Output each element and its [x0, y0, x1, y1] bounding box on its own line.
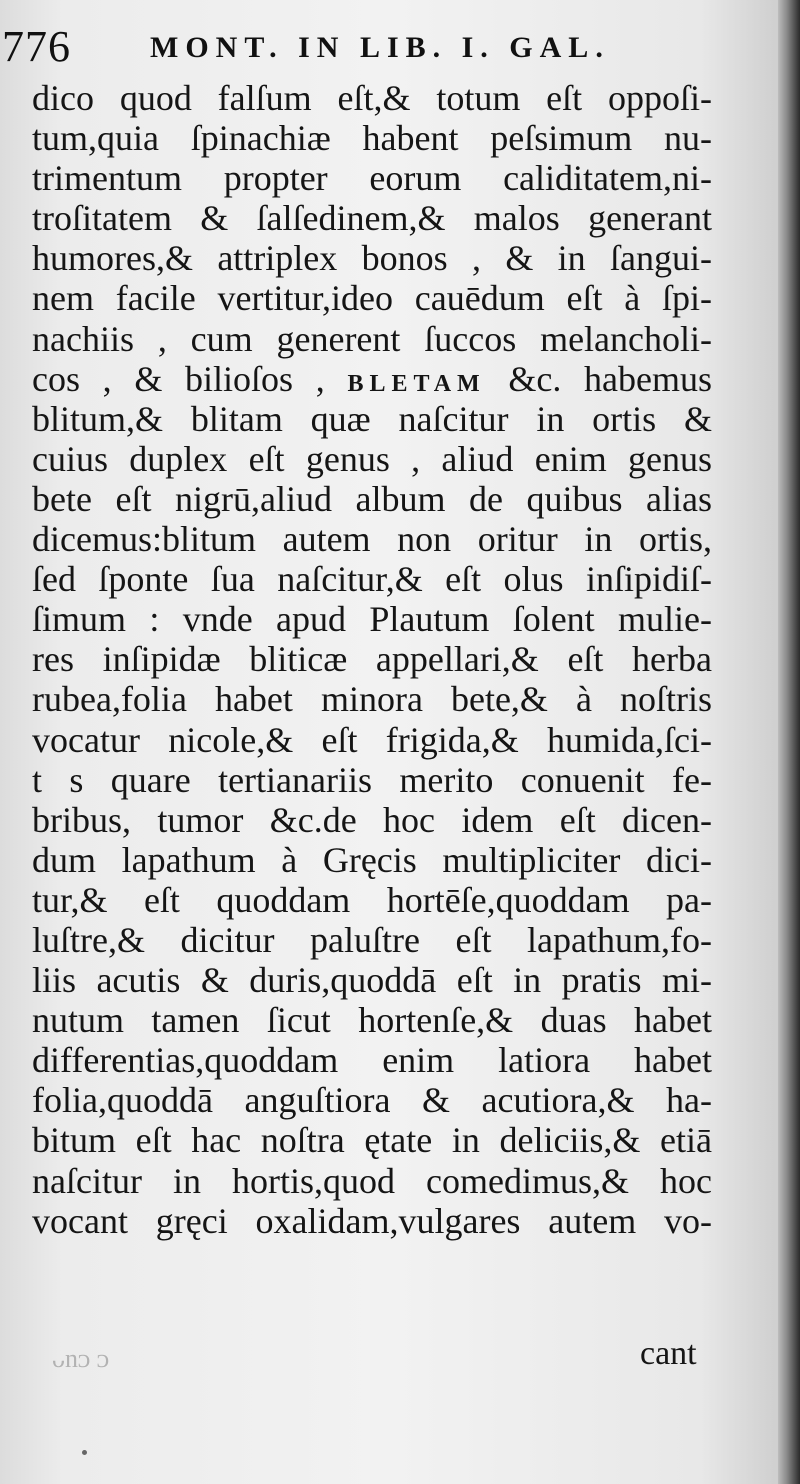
running-title: MONT. IN LIB. I. GAL.	[150, 31, 610, 64]
text-line: dicemus:blitum autem non oritur in ortis,	[32, 519, 712, 560]
text-line: ſed ſponte ſua naſcitur,& eſt olus inſipidiſ-	[32, 559, 712, 600]
text-line: naſcitur in hortis,quod comedimus,& hoc	[32, 1160, 712, 1201]
text-line: differentias,quoddam enim latiora habet	[32, 1040, 712, 1081]
text-segment: &c. habemus	[485, 358, 712, 399]
text-line: nachiis , cum generent ſuccos melancholi-	[32, 318, 712, 359]
text-line: dico quod falſum eſt,& totum eſt oppoſi-	[32, 78, 712, 118]
text-line: bete eſt nigrū,aliud album de quibus alias	[32, 478, 712, 519]
text-line: tum,quia ſpinachiæ habent peſsimum nu-	[32, 118, 712, 159]
text-line: cuius duplex eſt genus , aliud enim genus	[32, 438, 712, 479]
text-segment: cos , & bilioſos ,	[32, 358, 348, 399]
text-block	[32, 78, 712, 1241]
page-number: 776	[2, 22, 71, 71]
text-line: humores,& attriplex bonos , & in ſangui-	[32, 238, 712, 279]
text-line: vocatur nicole,& eſt frigida,& humida,ſci-	[32, 719, 712, 760]
text-line: luſtre,& dicitur paluſtre eſt lapathum,fo-	[32, 919, 712, 960]
text-line: ſimum : vnde apud Plautum ſolent mulie-	[32, 599, 712, 640]
catchword: cant	[640, 1335, 697, 1372]
page-edge-shadow	[778, 0, 800, 1484]
ink-speck	[82, 1450, 87, 1455]
text-line: trimentum propter eorum caliditatem,ni-	[32, 158, 712, 199]
text-line: blitum,& blitam quæ naſcitur in ortis &	[32, 398, 712, 439]
text-line: liis acutis & duris,quoddā eſt in pratis mi-	[32, 960, 712, 1001]
text-line: t s quare tertianariis merito conuenit fe-	[32, 759, 712, 800]
text-line: dum lapathum à Gręcis multipliciter dici-	[32, 839, 712, 880]
text-line: vocant gręci oxalidam,vulgares autem vo-	[32, 1200, 712, 1241]
page-header	[0, 22, 720, 72]
text-line: bitum eſt hac noſtra ętate in deliciis,& etiā	[32, 1120, 712, 1161]
text-line: tur,& eſt quoddam hortēſe,quoddam pa-	[32, 879, 712, 920]
text-line: troſitatem & ſalſedinem,& malos generant	[32, 198, 712, 239]
text-line: rubea,folia habet minora bete,& à noſtris	[32, 679, 712, 720]
text-line: nem facile vertitur,ideo cauēdum eſt à ſpi-	[32, 278, 712, 319]
text-line: folia,quoddā anguſtiora & acutiora,& ha-	[32, 1080, 712, 1121]
text-line	[32, 359, 712, 399]
text-line: bribus, tumor &c.de hoc idem eſt dicen-	[32, 799, 712, 840]
lemma-small-caps: BLETAM	[347, 370, 486, 397]
text-line: nutum tamen ſicut hortenſe,& duas habet	[32, 1000, 712, 1041]
text-line: res inſipidæ bliticæ appellari,& eſt herba	[32, 639, 712, 680]
bleed-through-smudge: ᴗnᴐ ᴐ	[52, 1344, 110, 1373]
